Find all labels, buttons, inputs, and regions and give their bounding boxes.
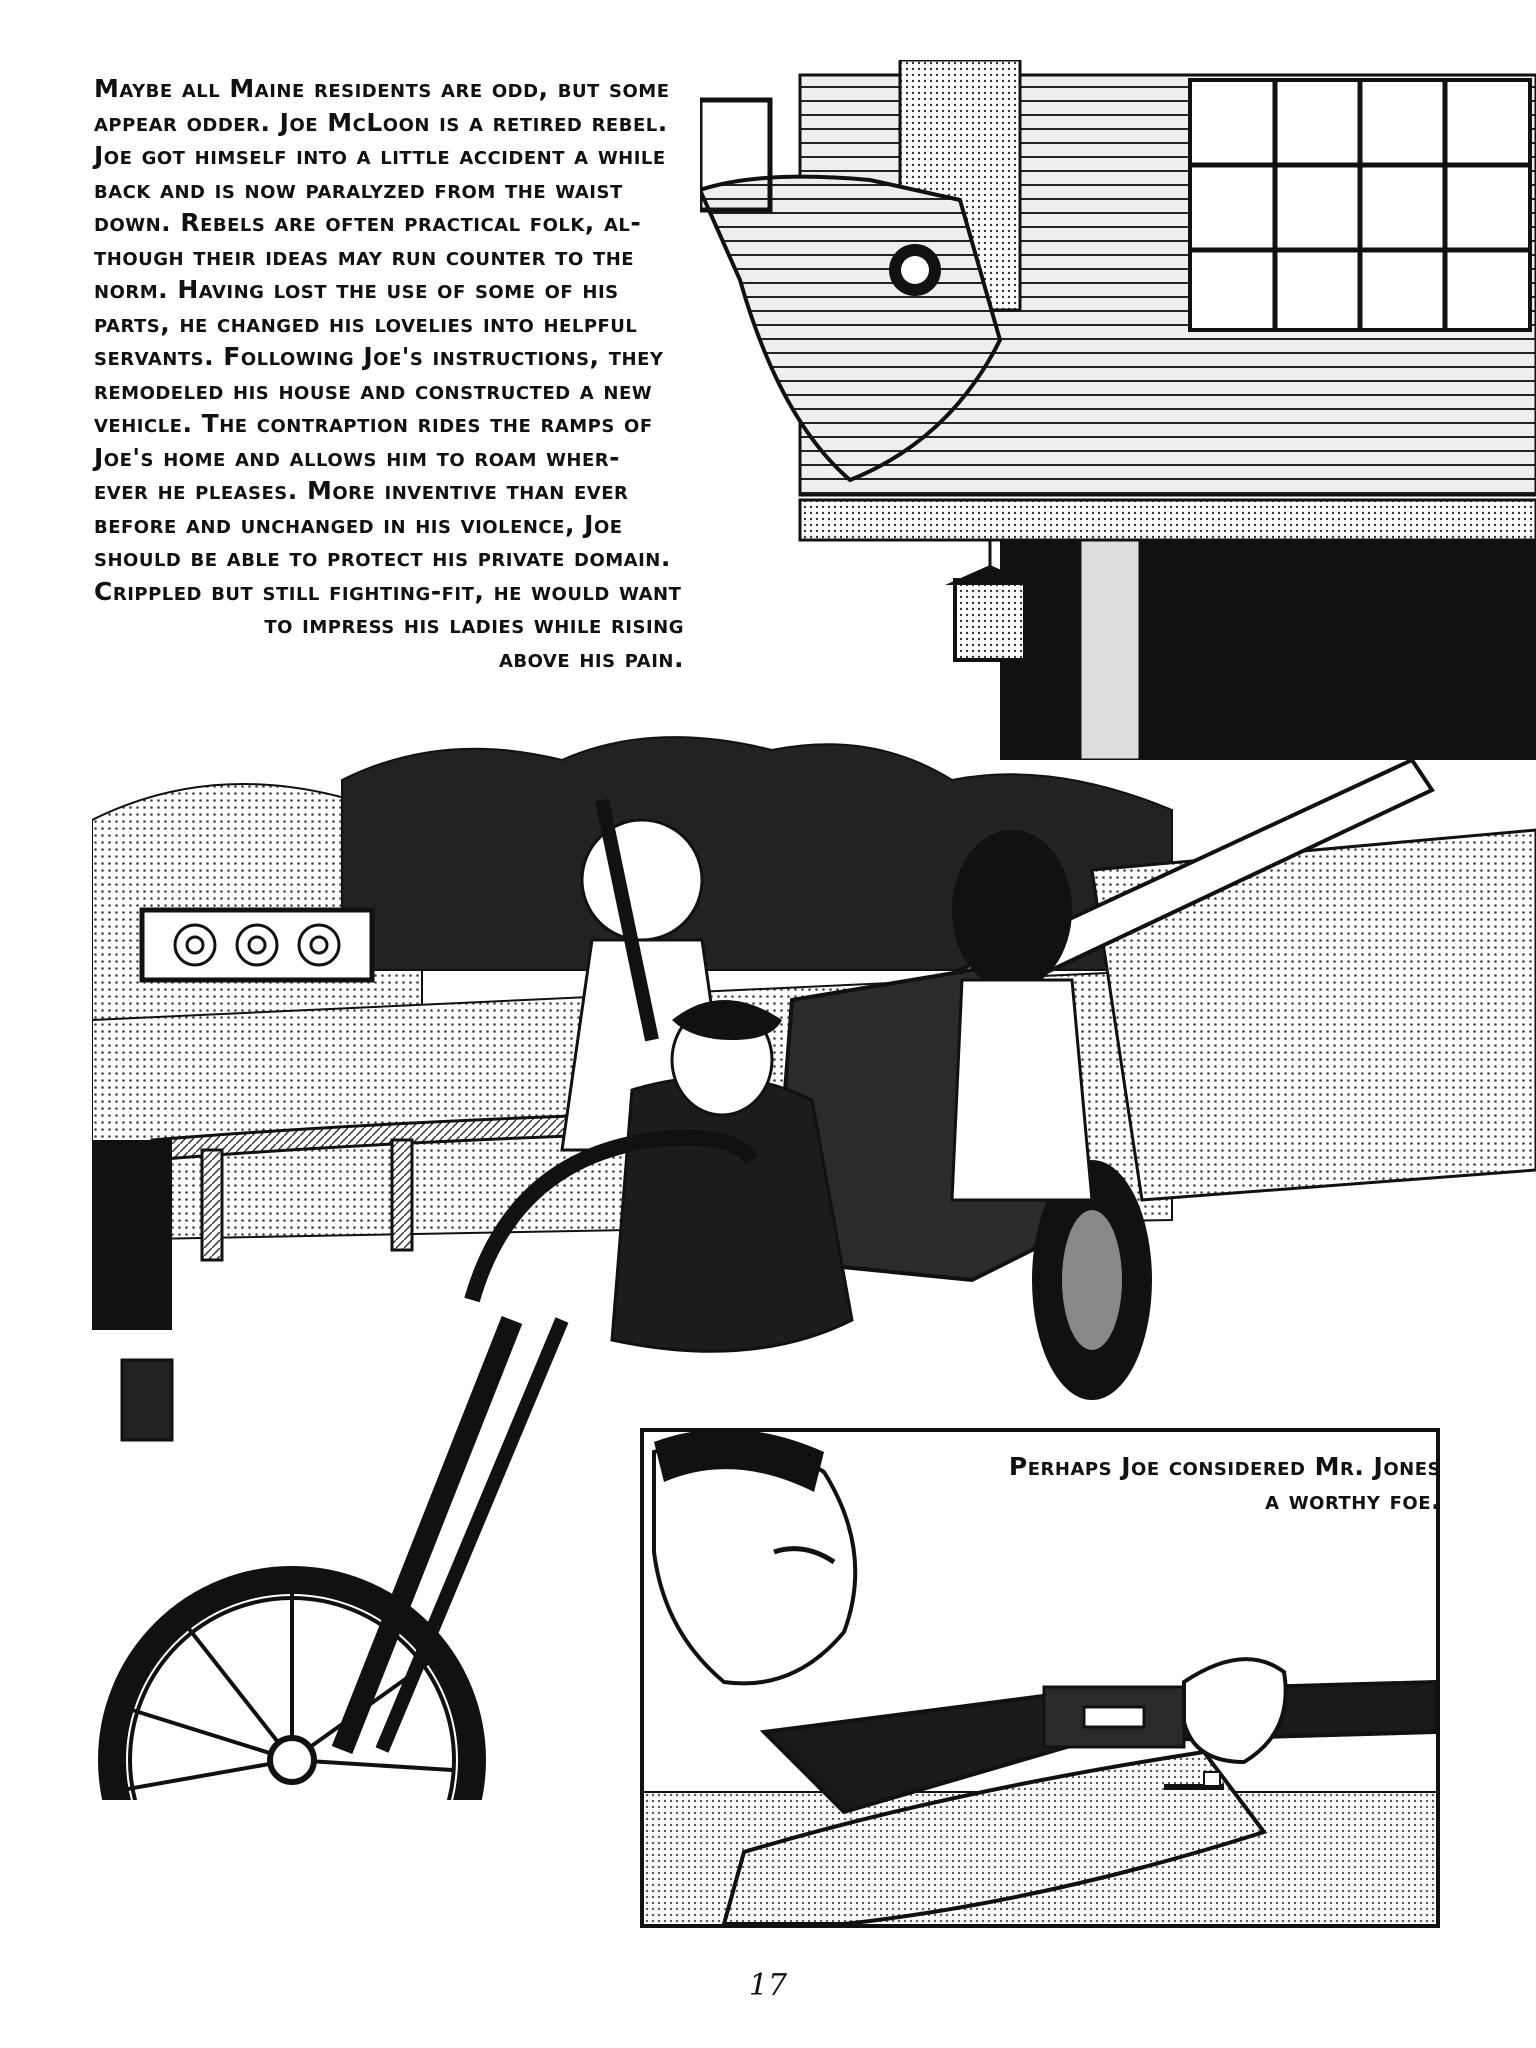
page-number: 17	[748, 1968, 788, 2003]
caption-line: to impress his ladies while rising	[264, 610, 684, 639]
caption-line: Maybe all Maine residents are odd, but some	[94, 74, 670, 103]
intro-caption	[94, 72, 684, 675]
caption-line: Crippled but still fighting-fit, he would want	[94, 576, 682, 606]
caption-line: should be able to protect his private domain.	[94, 543, 671, 572]
treehouse-illustration	[700, 60, 1536, 760]
caption-line: a worthy foe.	[1265, 1485, 1441, 1515]
caption-line: down. Rebels are often practical folk, al-	[94, 208, 642, 237]
caption-line: parts, he changed his lovelies into helpful	[94, 308, 638, 338]
caption-line: above his pain.	[498, 643, 684, 673]
caption-line: Joe got himself into a little accident a while	[94, 141, 666, 170]
caption-line: remodeled his house and constructed a new	[94, 375, 653, 405]
caption-line: vehicle. The contraption rides the ramps of	[94, 409, 653, 438]
caption-line: norm. Having lost the use of some of his	[94, 275, 619, 304]
foe-caption	[981, 1450, 1441, 1517]
caption-line: though their ideas may run counter to the	[94, 241, 635, 271]
caption-line: back and is now paralyzed from the waist	[94, 174, 623, 204]
caption-line: before and unchanged in his violence, Joe	[94, 509, 623, 539]
caption-line: ever he pleases. More inventive than ever	[94, 476, 629, 505]
caption-line: Perhaps Joe considered Mr. Jones	[1008, 1452, 1441, 1481]
caption-line: appear odder. Joe McLoon is a retired rebel.	[94, 107, 668, 137]
caption-line: Joe's home and allows him to roam wher-	[94, 442, 621, 472]
caption-line: servants. Following Joe's instructions, they	[94, 342, 664, 371]
